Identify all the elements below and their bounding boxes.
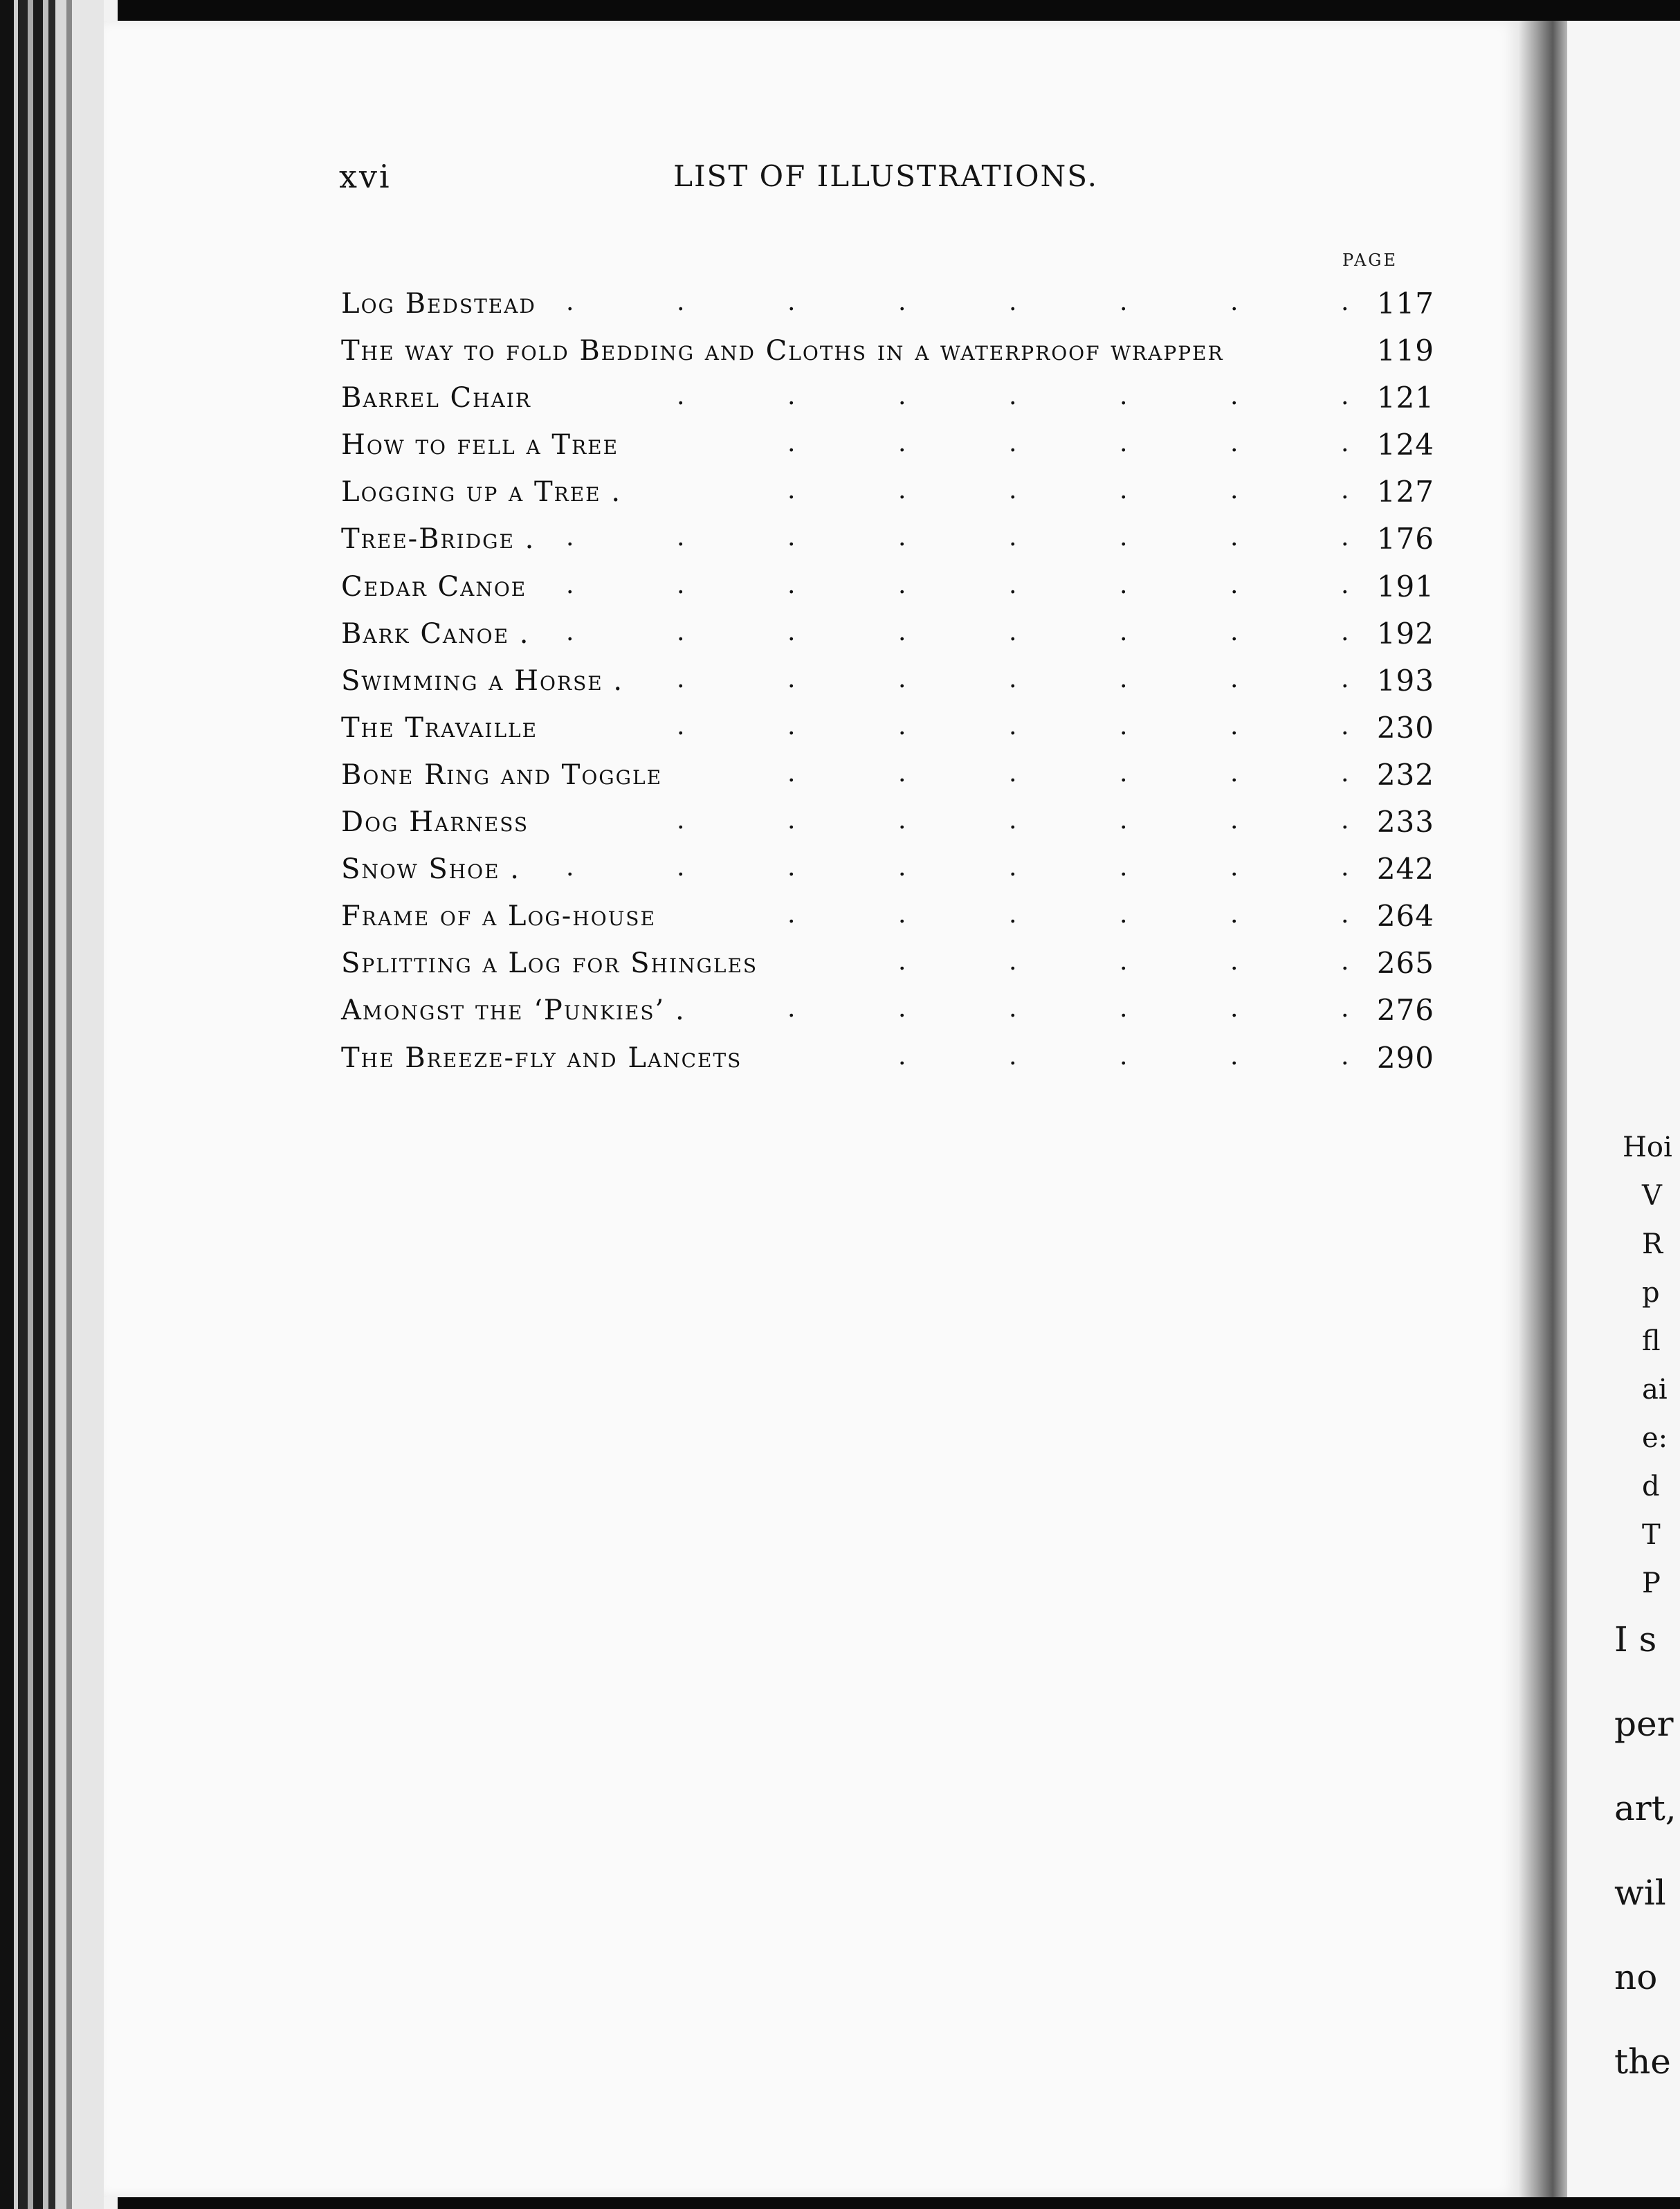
leader-dot: . bbox=[787, 758, 797, 788]
leader-dot: . bbox=[787, 900, 797, 929]
dot-leader bbox=[341, 618, 1365, 653]
leader-dot: . bbox=[1230, 523, 1240, 552]
illustration-page-number: 265 bbox=[1376, 946, 1434, 981]
leader-dot: . bbox=[787, 382, 797, 411]
illustration-title: Amongst the ‘Punkies’ . bbox=[341, 994, 686, 1027]
illustration-title: Barrel Chair bbox=[341, 382, 531, 415]
illustration-page-number: 242 bbox=[1376, 852, 1434, 887]
illustration-title: Log Bedstead bbox=[341, 288, 536, 320]
leader-dot: . bbox=[1120, 617, 1129, 646]
page-header bbox=[339, 158, 1432, 206]
leader-dot: . bbox=[1341, 429, 1351, 458]
leader-dot: . bbox=[1341, 711, 1351, 740]
list-item bbox=[341, 1038, 1434, 1085]
leader-dot: . bbox=[787, 711, 797, 740]
dot-leader bbox=[341, 806, 1365, 841]
leader-dot: . bbox=[787, 570, 797, 599]
leader-dot: . bbox=[1120, 288, 1129, 316]
page-column-label: PAGE bbox=[1342, 251, 1398, 270]
list-item bbox=[341, 849, 1434, 896]
list-item bbox=[341, 425, 1434, 472]
facing-text-line: Hoi bbox=[1623, 1131, 1672, 1163]
leader-dot: . bbox=[1341, 806, 1351, 835]
leader-dot: . bbox=[1341, 853, 1351, 882]
illustration-title: The way to fold Bedding and Cloths in a waterproof wrapper bbox=[341, 335, 1224, 367]
illustration-title: Bone Ring and Toggle bbox=[341, 758, 663, 791]
dot-leader bbox=[341, 288, 1365, 322]
leader-dot: . bbox=[1120, 711, 1129, 740]
leader-dot: . bbox=[1230, 758, 1240, 788]
page-gutter bbox=[1519, 21, 1567, 2197]
leader-dot: . bbox=[1230, 947, 1240, 976]
leader-dot: . bbox=[1120, 664, 1129, 693]
leader-dot: . bbox=[677, 523, 686, 552]
facing-text-line: T bbox=[1642, 1519, 1661, 1551]
leader-dot: . bbox=[1230, 288, 1240, 316]
leader-dot: . bbox=[566, 288, 576, 316]
leader-dot: . bbox=[1120, 994, 1129, 1024]
leader-dot: . bbox=[1341, 1042, 1351, 1071]
facing-text-line: wil bbox=[1614, 1873, 1666, 1913]
leader-dot: . bbox=[1230, 806, 1240, 835]
dot-leader bbox=[341, 476, 1365, 511]
leader-dot: . bbox=[898, 806, 908, 835]
illustration-title: Logging up a Tree . bbox=[341, 476, 622, 509]
leader-dot: . bbox=[1341, 947, 1351, 976]
leader-dot: . bbox=[898, 382, 908, 411]
leader-dot: . bbox=[1230, 382, 1240, 411]
facing-text-line: the bbox=[1614, 2042, 1671, 2082]
list-item bbox=[341, 614, 1434, 661]
illustration-page-number: 176 bbox=[1376, 522, 1434, 556]
leader-dot: . bbox=[1009, 1042, 1019, 1071]
leader-dot: . bbox=[787, 288, 797, 316]
facing-text-line: fl bbox=[1642, 1325, 1661, 1357]
leader-dot: . bbox=[898, 664, 908, 693]
illustration-title: Swimming a Horse . bbox=[341, 664, 624, 697]
leader-dot: . bbox=[1230, 429, 1240, 458]
illustration-title: Tree-Bridge . bbox=[341, 523, 536, 556]
dot-leader bbox=[341, 665, 1365, 700]
list-item bbox=[341, 519, 1434, 566]
illustration-page-number: 232 bbox=[1376, 757, 1434, 792]
leader-dot: . bbox=[787, 429, 797, 458]
leader-dot: . bbox=[1009, 758, 1019, 788]
illustration-title: The Breeze-fly and Lancets bbox=[341, 1042, 742, 1074]
illustration-page-number: 264 bbox=[1376, 899, 1434, 934]
leader-dot: . bbox=[1120, 853, 1129, 882]
facing-text-line: e: bbox=[1642, 1422, 1668, 1454]
running-title: LIST OF ILLUSTRATIONS. bbox=[673, 159, 1098, 193]
leader-dot: . bbox=[898, 523, 908, 552]
leader-dot: . bbox=[1120, 570, 1129, 599]
list-item bbox=[341, 378, 1434, 425]
leader-dot: . bbox=[1341, 288, 1351, 316]
leader-dot: . bbox=[1341, 758, 1351, 788]
illustration-title: Frame of a Log-house bbox=[341, 900, 656, 933]
facing-text-line: R bbox=[1642, 1228, 1663, 1260]
leader-dot: . bbox=[1009, 947, 1019, 976]
leader-dot: . bbox=[1120, 1042, 1129, 1071]
leader-dot: . bbox=[677, 711, 686, 740]
leader-dot: . bbox=[1341, 382, 1351, 411]
dot-leader bbox=[341, 382, 1365, 417]
leader-dot: . bbox=[1009, 382, 1019, 411]
leader-dot: . bbox=[1120, 429, 1129, 458]
dot-leader bbox=[341, 1042, 1365, 1077]
facing-text-line: V bbox=[1642, 1180, 1662, 1212]
leader-dot: . bbox=[1120, 476, 1129, 505]
list-item bbox=[341, 990, 1434, 1037]
leader-dot: . bbox=[1009, 429, 1019, 458]
leader-dot: . bbox=[787, 523, 797, 552]
leader-dot: . bbox=[677, 617, 686, 646]
leader-dot: . bbox=[1341, 617, 1351, 646]
list-item bbox=[341, 896, 1434, 943]
dot-leader bbox=[341, 523, 1365, 558]
book-binding-edge bbox=[0, 0, 118, 2209]
leader-dot: . bbox=[898, 994, 908, 1024]
leader-dot: . bbox=[1230, 900, 1240, 929]
leader-dot: . bbox=[677, 806, 686, 835]
page-number: xvi bbox=[339, 158, 392, 195]
list-item bbox=[341, 943, 1434, 990]
leader-dot: . bbox=[1009, 664, 1019, 693]
leader-dot: . bbox=[1341, 900, 1351, 929]
leader-dot: . bbox=[787, 994, 797, 1024]
leader-dot: . bbox=[898, 758, 908, 788]
illustration-page-number: 117 bbox=[1376, 287, 1434, 320]
illustration-page-number: 191 bbox=[1376, 569, 1434, 603]
facing-text-line: p bbox=[1642, 1277, 1660, 1309]
illustration-page-number: 121 bbox=[1376, 381, 1434, 415]
leader-dot: . bbox=[1341, 523, 1351, 552]
leader-dot: . bbox=[1230, 994, 1240, 1024]
facing-text-line: P bbox=[1642, 1567, 1661, 1599]
leader-dot: . bbox=[1341, 570, 1351, 599]
leader-dot: . bbox=[898, 617, 908, 646]
leader-dot: . bbox=[1341, 994, 1351, 1024]
facing-text-line: I s bbox=[1614, 1619, 1657, 1660]
leader-dot: . bbox=[1341, 476, 1351, 505]
facing-page bbox=[1567, 21, 1680, 2197]
facing-text-line: art, bbox=[1614, 1788, 1677, 1828]
leader-dot: . bbox=[677, 382, 686, 411]
leader-dot: . bbox=[1120, 758, 1129, 788]
leader-dot: . bbox=[787, 806, 797, 835]
leader-dot: . bbox=[1009, 570, 1019, 599]
illustration-title: How to fell a Tree bbox=[341, 429, 619, 462]
leader-dot: . bbox=[1120, 523, 1129, 552]
dot-leader bbox=[341, 994, 1365, 1029]
list-item bbox=[341, 708, 1434, 755]
leader-dot: . bbox=[787, 853, 797, 882]
leader-dot: . bbox=[1341, 664, 1351, 693]
illustration-page-number: 290 bbox=[1376, 1040, 1434, 1075]
dot-leader bbox=[341, 947, 1365, 982]
leader-dot: . bbox=[1230, 570, 1240, 599]
list-item bbox=[341, 661, 1434, 708]
leader-dot: . bbox=[898, 570, 908, 599]
illustration-page-number: 192 bbox=[1376, 616, 1434, 651]
leader-dot: . bbox=[1009, 523, 1019, 552]
leader-dot: . bbox=[1120, 900, 1129, 929]
leader-dot: . bbox=[898, 429, 908, 458]
leader-dot: . bbox=[1120, 947, 1129, 976]
illustration-title: Cedar Canoe bbox=[341, 570, 527, 603]
dot-leader bbox=[341, 853, 1365, 888]
leader-dot: . bbox=[898, 288, 908, 316]
leader-dot: . bbox=[787, 476, 797, 505]
illustration-page-number: 127 bbox=[1376, 475, 1434, 509]
dot-leader bbox=[341, 900, 1365, 935]
dot-leader bbox=[341, 571, 1365, 606]
leader-dot: . bbox=[898, 1042, 908, 1071]
illustration-page-number: 276 bbox=[1376, 993, 1434, 1028]
dot-leader bbox=[341, 712, 1365, 747]
facing-text-line: per bbox=[1614, 1704, 1674, 1744]
illustration-title: The Travaille bbox=[341, 711, 538, 744]
leader-dot: . bbox=[566, 853, 576, 882]
illustration-page-number: 119 bbox=[1376, 334, 1434, 368]
leader-dot: . bbox=[1230, 617, 1240, 646]
leader-dot: . bbox=[677, 853, 686, 882]
list-item bbox=[341, 472, 1434, 519]
leader-dot: . bbox=[1009, 476, 1019, 505]
illustration-title: Splitting a Log for Shingles bbox=[341, 947, 758, 980]
leader-dot: . bbox=[1230, 1042, 1240, 1071]
illustration-page-number: 230 bbox=[1376, 710, 1434, 745]
illustration-list bbox=[341, 284, 1434, 1085]
leader-dot: . bbox=[1009, 288, 1019, 316]
leader-dot: . bbox=[677, 570, 686, 599]
leader-dot: . bbox=[1230, 664, 1240, 693]
dot-leader bbox=[341, 759, 1365, 794]
illustration-page-number: 193 bbox=[1376, 663, 1434, 698]
leader-dot: . bbox=[1009, 994, 1019, 1024]
illustration-title: Dog Harness bbox=[341, 806, 529, 839]
leader-dot: . bbox=[898, 900, 908, 929]
leader-dot: . bbox=[787, 664, 797, 693]
leader-dot: . bbox=[677, 288, 686, 316]
illustration-title: Snow Shoe . bbox=[341, 853, 520, 886]
dot-leader bbox=[341, 429, 1365, 464]
list-item bbox=[341, 567, 1434, 614]
facing-text-line: no bbox=[1614, 1957, 1658, 1997]
illustration-title: Bark Canoe . bbox=[341, 617, 530, 650]
leader-dot: . bbox=[1009, 900, 1019, 929]
leader-dot: . bbox=[898, 476, 908, 505]
leader-dot: . bbox=[1230, 476, 1240, 505]
leader-dot: . bbox=[1120, 382, 1129, 411]
leader-dot: . bbox=[1009, 853, 1019, 882]
leader-dot: . bbox=[898, 853, 908, 882]
leader-dot: . bbox=[1230, 711, 1240, 740]
leader-dot: . bbox=[1009, 711, 1019, 740]
leader-dot: . bbox=[677, 664, 686, 693]
leader-dot: . bbox=[566, 617, 576, 646]
list-item bbox=[341, 331, 1434, 378]
leader-dot: . bbox=[566, 523, 576, 552]
leader-dot: . bbox=[1009, 617, 1019, 646]
leader-dot: . bbox=[1009, 806, 1019, 835]
leader-dot: . bbox=[566, 570, 576, 599]
leader-dot: . bbox=[898, 711, 908, 740]
leader-dot: . bbox=[898, 947, 908, 976]
leader-dot: . bbox=[1120, 806, 1129, 835]
facing-text-line: ai bbox=[1642, 1374, 1668, 1406]
facing-text-line: d bbox=[1642, 1471, 1660, 1502]
leader-dot: . bbox=[787, 617, 797, 646]
list-item bbox=[341, 802, 1434, 849]
list-item bbox=[341, 284, 1434, 331]
illustration-page-number: 233 bbox=[1376, 805, 1434, 839]
illustration-page-number: 124 bbox=[1376, 428, 1434, 462]
leader-dot: . bbox=[1230, 853, 1240, 882]
list-item bbox=[341, 755, 1434, 802]
